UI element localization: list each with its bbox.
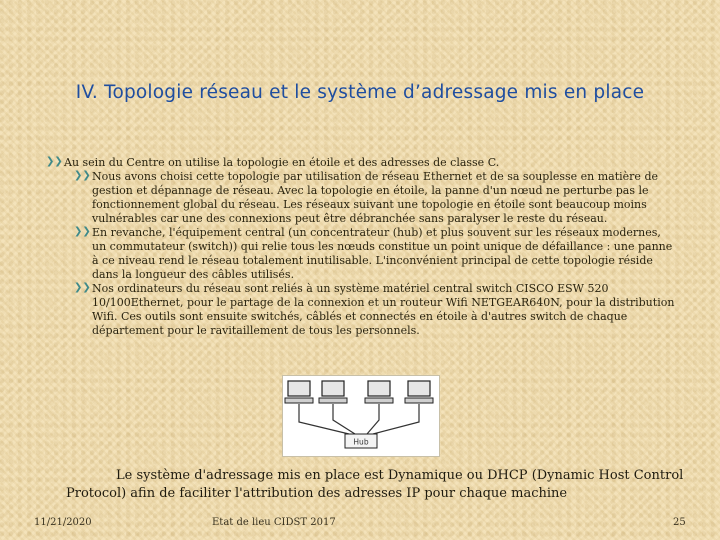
bullet-item: [46, 282, 676, 338]
bullet-text: Nous avons choisi cette topologie par utilisation de réseau Ethernet et de sa souplesse en matière de gestion et dépannage de réseau. Avec la topologie en étoile, la panne d'un nœud ne perturbe pas le fonctionnement global du réseau. Les réseaux suivant une topologie en étoile sont beaucoup moins vulnérables car une des connexions peut être débranchée sans paralyser le reste du réseau.: [92, 170, 658, 225]
bullet-item: [46, 170, 676, 226]
page-number: 25: [673, 517, 686, 528]
connection-line: [373, 404, 419, 434]
connection-line: [333, 404, 355, 434]
computer-icon: [405, 381, 433, 403]
star-topology-diagram: [282, 375, 440, 457]
double-chevron-icon: ❯❯: [46, 156, 63, 167]
double-chevron-icon: ❯❯: [74, 170, 91, 181]
hub-label: Hub: [353, 437, 369, 447]
connection-line: [367, 404, 379, 434]
star-topology-svg: [283, 376, 439, 456]
bullet-text: Nos ordinateurs du réseau sont reliés à un système matériel central switch CISCO ESW 520 10/100Ethernet, pour le partage de la connexion et un routeur Wifi NETGEAR640N, pour la distribution Wifi. Ces outils sont ensuite switchés, câblés et connectés en étoile à d'autres switch de chaque département pour le ravitaillement de tous les personnels.: [92, 282, 675, 337]
bullet-item: [46, 226, 676, 282]
double-chevron-icon: ❯❯: [74, 282, 91, 293]
bullet-item: [46, 156, 676, 170]
bullet-text: Au sein du Centre on utilise la topologie en étoile et des adresses de classe C.: [64, 156, 500, 169]
footer-date: 11/21/2020: [34, 517, 92, 528]
paragraph-text: Le système d'adressage mis en place est Dynamique ou DHCP (Dynamic Host Control Protocol) afin de faciliter l'attribution des adresses IP pour chaque machine: [66, 468, 684, 501]
footer-title: Etat de lieu CIDST 2017: [212, 517, 336, 528]
bullet-list: [46, 156, 676, 338]
slide-title: IV. Topologie réseau et le système d’adressage mis en place: [75, 82, 645, 103]
connection-line: [299, 404, 349, 434]
double-chevron-icon: ❯❯: [74, 226, 91, 237]
addressing-paragraph: [66, 467, 686, 503]
computer-icon: [365, 381, 393, 403]
computer-icon: [285, 381, 313, 403]
computer-icon: [319, 381, 347, 403]
bullet-text: En revanche, l'équipement central (un concentrateur (hub) et plus souvent sur les réseaux modernes, un commutateur (switch)) qui relie tous les nœuds constitue un point unique de défaillance : une panne à ce niveau rend le réseau totalement inutilisable. L'inconvénient principal de cette topologie réside dans la longueur des câbles utilisés.: [92, 226, 673, 281]
